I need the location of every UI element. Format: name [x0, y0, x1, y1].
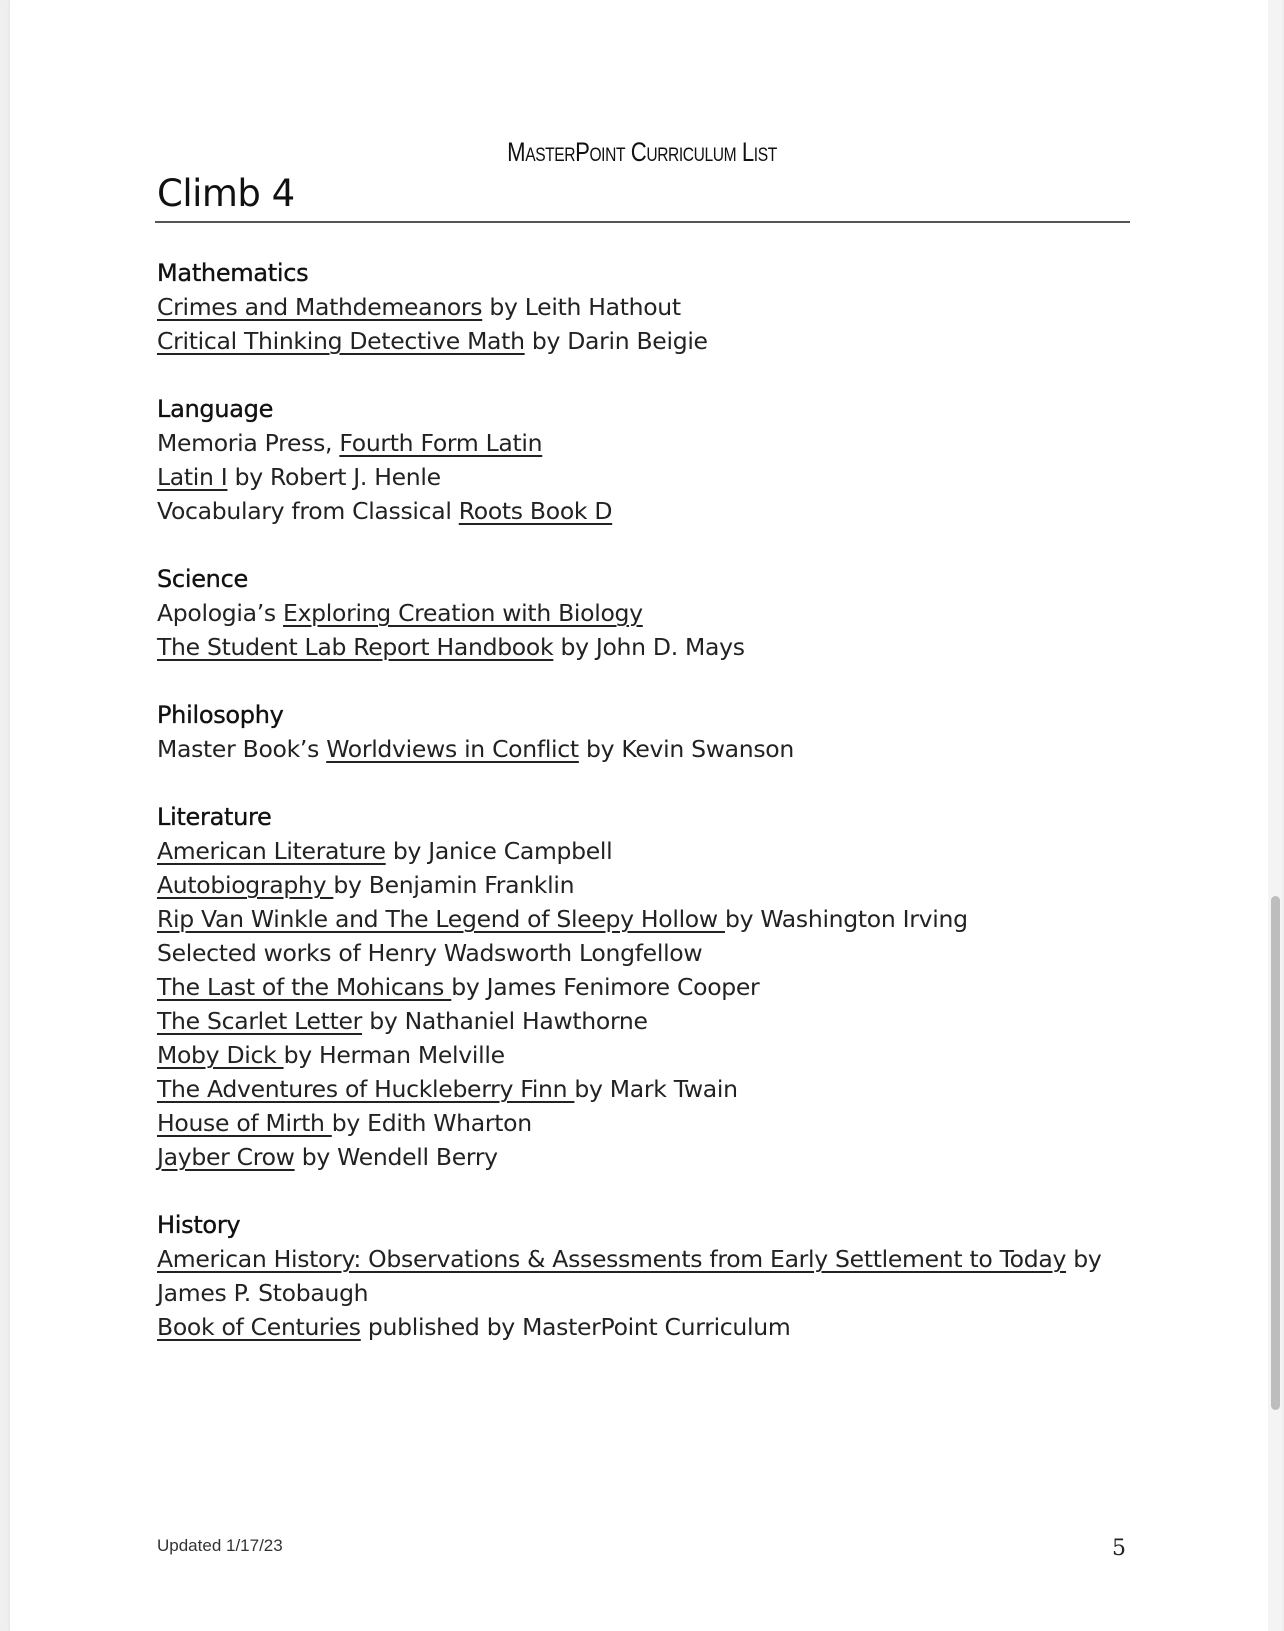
updated-date: Updated 1/17/23	[157, 1536, 283, 1555]
book-title: Worldviews in Conflict	[326, 735, 579, 763]
list-item	[157, 1106, 1137, 1140]
section-philosophy	[157, 698, 1137, 766]
list-item	[157, 732, 1137, 766]
item-text: Vocabulary from Classical	[157, 497, 459, 525]
list-item	[157, 1004, 1137, 1038]
book-title: Fourth Form Latin	[339, 429, 543, 457]
item-text: Memoria Press,	[157, 429, 340, 457]
list-item	[157, 970, 1137, 1004]
book-title: The Last of the Mohicans	[157, 973, 452, 1001]
section-mathematics	[157, 256, 1137, 358]
book-title: Critical Thinking Detective Math	[157, 327, 525, 355]
list-item	[157, 494, 1137, 528]
book-title: The Scarlet Letter	[157, 1007, 363, 1035]
list-item	[157, 902, 1137, 936]
list-item	[157, 834, 1137, 868]
list-item	[157, 868, 1137, 902]
section-gap	[157, 766, 1137, 800]
book-title: House of Mirth	[157, 1109, 332, 1137]
book-title: Exploring Creation with Biology	[283, 599, 643, 627]
list-item	[157, 324, 1137, 358]
item-text: by Leith Hathout	[482, 293, 681, 321]
list-item	[157, 1038, 1137, 1072]
section-gap	[157, 1174, 1137, 1208]
page-number: 5	[1112, 1536, 1126, 1561]
item-text: by Nathaniel Hawthorne	[362, 1007, 648, 1035]
item-text: by John D. Mays	[553, 633, 745, 661]
item-text: by Kevin Swanson	[578, 735, 794, 763]
item-text: by Wendell Berry	[294, 1143, 498, 1171]
item-text: by Janice Campbell	[385, 837, 613, 865]
item-text: by Washington Irving	[724, 905, 968, 933]
section-history	[157, 1208, 1137, 1344]
list-item	[157, 1072, 1137, 1106]
item-text: Master Book’s	[157, 735, 327, 763]
list-item	[157, 1310, 1137, 1344]
book-title: Moby Dick	[157, 1041, 284, 1069]
list-item	[157, 936, 1137, 970]
item-text: by Darin Beigie	[524, 327, 708, 355]
book-title: The Student Lab Report Handbook	[157, 633, 554, 661]
book-title: Roots Book D	[458, 497, 613, 525]
page-title: Climb 4	[157, 172, 295, 215]
running-header: MasterPoint Curriculum List	[507, 137, 777, 167]
section-heading: Science	[157, 565, 248, 593]
item-text: published by MasterPoint Curriculum	[360, 1313, 791, 1341]
section-gap	[157, 664, 1137, 698]
section-heading: Mathematics	[157, 259, 309, 287]
book-title: Crimes and Mathdemeanors	[157, 293, 483, 321]
section-heading: Philosophy	[157, 701, 284, 729]
section-gap	[157, 528, 1137, 562]
section-language	[157, 392, 1137, 528]
section-science	[157, 562, 1137, 664]
item-text: by Robert J. Henle	[227, 463, 441, 491]
section-heading: Language	[157, 395, 274, 423]
book-title: The Adventures of Huckleberry Finn	[157, 1075, 575, 1103]
book-title: American Literature	[157, 837, 386, 865]
section-gap	[157, 358, 1137, 392]
list-item	[157, 1242, 1137, 1276]
header-rule	[155, 221, 1130, 223]
book-title: Rip Van Winkle and The Legend of Sleepy Hollow	[157, 905, 725, 933]
book-title: Jayber Crow	[157, 1143, 295, 1171]
item-text: Apologia’s	[157, 599, 284, 627]
list-item	[157, 1140, 1137, 1174]
scrollbar-thumb[interactable]	[1271, 896, 1280, 1410]
book-title: Autobiography	[157, 871, 334, 899]
section-heading: History	[157, 1211, 241, 1239]
section-heading: Literature	[157, 803, 272, 831]
book-title: American History: Observations & Assessments from Early Settlement to Today	[157, 1245, 1067, 1273]
item-text: James P. Stobaugh	[157, 1279, 369, 1307]
list-item	[157, 290, 1137, 324]
curriculum-list	[157, 256, 1137, 1344]
book-title: Book of Centuries	[157, 1313, 361, 1341]
item-text: by Mark Twain	[574, 1075, 738, 1103]
item-text: by Edith Wharton	[331, 1109, 532, 1137]
section-literature	[157, 800, 1137, 1174]
item-text: by Herman Melville	[283, 1041, 505, 1069]
list-item	[157, 596, 1137, 630]
list-item	[157, 1276, 1137, 1310]
list-item	[157, 426, 1137, 460]
list-item	[157, 460, 1137, 494]
item-text: Selected works of Henry Wadsworth Longfellow	[157, 939, 703, 967]
item-text: by	[1066, 1245, 1102, 1273]
item-text: by James Fenimore Cooper	[451, 973, 760, 1001]
book-title: Latin I	[157, 463, 228, 491]
list-item	[157, 630, 1137, 664]
item-text: by Benjamin Franklin	[333, 871, 575, 899]
